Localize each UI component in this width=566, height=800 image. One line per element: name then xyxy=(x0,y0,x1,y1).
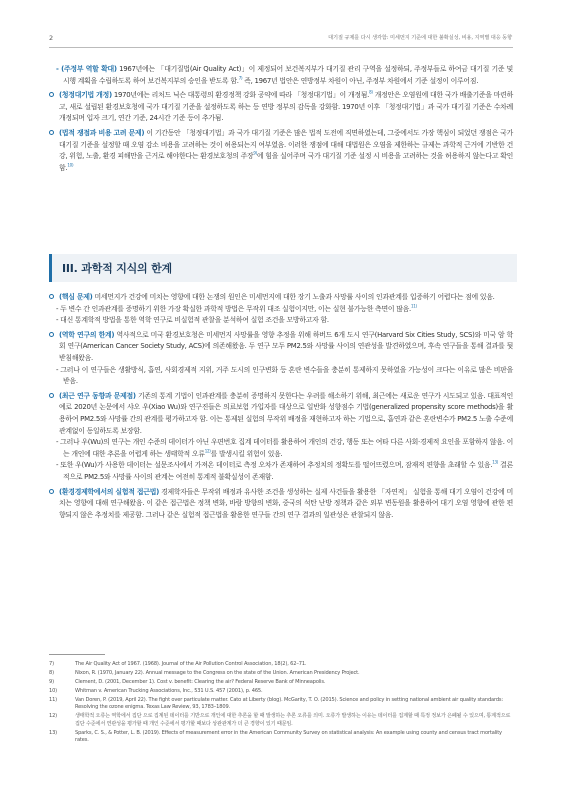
section-title: III. 과학적 지식의 한계 xyxy=(62,262,172,275)
bullet-clean-air-act-amendment: (청정대기법 개정) 1970년에는 리처드 닉슨 대통령의 환경정책 강화 공약에 따라 「청정대기법」이 개정됨.$^{8)}$ 개정안은 오염원에 대한 국가 배출기준을 마련하고, 새로 설립된 환경보호청에 국가 대기질 기준을 설정하도록 하는 등 연방 정부의 감독을 강화함. 1970년 이후 「청정대기법」과 국가 대기질 기준은 수차례 개정되며 입자 크기, 연간 기준, 24시간 기준 등이 추가됨. xyxy=(49,90,513,125)
header-divider xyxy=(49,47,513,48)
sub-item-epidemiology: - 대신 통계학적 방법을 통한 역학 연구로 비실험적 관찰을 분석하여 실험 조건을 모방하고자 함. xyxy=(56,316,329,325)
footnote-divider xyxy=(49,654,105,655)
bullet-icon xyxy=(49,393,54,398)
sub-item-confounders: - 그러나 이 연구들은 생활방식, 흡연, 사회경제적 지위, 거주 도시의 인구변화 등 혼란 변수들을 충분히 통제하지 못하였을 가능성이 크다는 이유로 많은 비판을 받음. xyxy=(56,365,513,386)
bullet-natural-experiments: (환경경제학에서의 실험적 접근법) 경제학자들은 무작위 배정과 유사한 조건을 생성하는 실제 사건들을 활용한 「자연적」 실험을 통해 대기 오염이 건강에 미치는 영향에 대해 연구해왔음. 이 같은 접근법은 정책 변화, 바람 방향의 변화, 중국의 석탄 난방 정책과 같은 외부 변동원을 활용하여 대기 오염 영향에 관한 편향되지 않은 추정치를 제공함. 그러나 같은 실험적 접근법을 활용한 연구들 간의 연구 결과의 일관성은 관찰되지 않음. xyxy=(49,487,513,522)
footnote: 9) Clement, D. (2001, December 1). Cost v. benefit: Clearing the air? Federal Reserve Bank of Minneapolis. xyxy=(49,678,326,685)
section-content xyxy=(49,292,513,521)
bullet-icon xyxy=(49,489,54,494)
bullet-epidemiology-limits: (역학 연구의 한계) 역사적으로 미국 환경보호청은 미세먼지 사망률을 영향 추정을 위해 하버드 6개 도시 연구(Harvard Six Cities Study, SCS)와 미국 암 학회 연구(American Cancer Society Study, ACS)에 의존해왔음. 두 연구 모두 PM2.5와 사망률 사이의 연관성을 발견하였으며, 후속 연구들을 통해 결과를 뒷받침해왔음. xyxy=(49,330,513,365)
bullet-core-issue: (핵심 문제) 미세먼지가 건강에 미치는 영향에 대한 논쟁의 원인은 미세먼지에 대한 장기 노출과 사망률 사이의 인과관계를 입증하기 어렵다는 점에 있음. xyxy=(49,292,513,304)
bullet-icon xyxy=(49,332,54,337)
footnote: 7) The Air Quality Act of 1967. (1968). Journal of the Air Pollution Control Association, 18(2), 62–71. xyxy=(49,661,307,667)
sub-item-measurement-error: - 또한 우(Wu)가 사용한 데이터는 설문조사에서 가져온 데이터로 측정 오차가 존재하여 추정치의 정확도를 떨어뜨렸으며, 잠재적 편향을 초래할 수 있음.$^{13)}$ 결론적으로 PM2.5와 사망률 사이의 관계는 여전히 통계적 불확실성이 존재함. xyxy=(56,460,513,481)
bullet-icon xyxy=(49,130,54,135)
sub-item-randomized-trial: - 두 변수 간 인과관계를 증명하기 위한 가장 확실한 과학적 방법은 무작위 대조 실험이지만, 이는 실현 불가능한 측면이 많음.$^{11)}$ xyxy=(56,303,417,313)
running-title: 대기질 규제를 다시 생각함: 미세먼지 기준에 대한 불확실성, 비용, 지역별 대응 동향 xyxy=(328,35,512,41)
bullet-icon xyxy=(49,92,54,97)
bullet-recent-research: (최근 연구 동향과 문제점) 기존의 통계 기법이 인과관계를 충분히 증명하지 못한다는 우려를 해소하기 위해, 최근에는 새로운 연구가 시도되고 있음. 대표적인 예로 2020년 논문에서 샤오 우(Xiao Wu)와 연구진들은 의료보험 가입자를 대상으로 일반화 성향점수 기법(generalized propensity score methods)을 활용하여 PM2.5와 사망률 간의 관계를 평가하고자 함. 이는 통제된 실험의 무작위 배정을 재현하고자 하는 기법으로, 흡연과 같은 혼란변수가 PM2.5 노출 수준에 관계없이 동일하도록 보장함. xyxy=(49,391,513,437)
bullet-icon xyxy=(49,294,54,299)
section-heading xyxy=(49,254,517,282)
top-content xyxy=(49,64,513,174)
footnote: 10) Whitman v. American Trucking Associations, Inc., 531 U.S. 457 (2001), p. 465. xyxy=(49,687,263,694)
page-number: 2 xyxy=(49,34,54,42)
footnote: 13) Sparks, C. S., & Potter, L. B. (2019). Effects of measurement error in the American Community Survey on statistical analysis: An example using county and census tract mortality rates. xyxy=(49,729,502,743)
footnote: 11) Van Doren, P. (2019, April 22). The fight over particulate matter. Cato at Liberty (blog). McGarity, T. O. (2015). Science and policy in setting national ambient air quality standards: Resolving the ozone enigma. Texas Law Review, 93, 1783–1809. xyxy=(49,696,504,711)
footnote: 12) 생태학적 오류는 역학에서 집단 으로 집계된 데이터를 기반으로 개인에 대한 추론을 할 때 발생하는 추론 오류를 의미. 오류가 발생하는 이유는 데이터를 집계할 때 특정 정보가 은폐될 수 있으며, 통계적으로 집단 수준에서 연관성을 평가할 때 개인 수준에서 평가할 때보다 상관관계가 더 큰 경향이 있기 때문임. xyxy=(49,713,511,727)
footnote: 8) Nixon, R. (1970, January 22). Annual message to the Congress on the state of the Union. American Presidency Project. xyxy=(49,669,360,676)
sub-item-state-role: - (주정부 역할 확대) 1967년에는 「대기질법(Air Quality Act)」이 제정되어 보건복지부가 대기질 관리 구역을 설정하되, 주정부들로 하여금 대기질 기준 및 시행 계획을 수립하도록 하여 보건복지부의 승인을 받도록 함.$^{7)}$ 즉, 1967년 법안은 연방정부 차원이 아닌, 주정부 차원에서 기준 설정이 이루어짐. xyxy=(56,65,513,85)
footnotes xyxy=(49,661,513,746)
sub-item-ecological-fallacy: - 그러나 우(Wu)의 연구는 개인 수준의 데이터가 아닌 우편번호 집계 데이터를 활용하여 개인의 건강, 행동 또는 여타 다른 사회·경제적 요인을 포함하지 않음. 이는 개인에 대한 추론을 어렵게 하는 생태학적 오류$^{12)}$를 발생시킬 위험이 있음. xyxy=(56,438,513,458)
page-header xyxy=(0,0,566,60)
bullet-legal-issues: (법적 쟁점과 비용 고려 문제) 이 기간동안 「청정대기법」과 국가 대기질 기준은 많은 법적 도전에 직면하였는데, 그중에서도 가장 핵심이 되었던 쟁점은 국가 대기질 기준을 설정할 때 오염 감소 비용을 고려하는 것이 허용되는지 여부였음. 이러한 쟁점에 대해 대법원은 오염을 제한하는 규제는 과학적 근거에 기반한 건강, 위험, 노출, 환경 피해만을 근거로 해야한다는 환경보호청의 주장$^{9)}$에 힘을 실어주며 국가 대기질 기준 설정 시 비용을 고려하는 것을 허용하지 않는다고 확인함.$^{10)}$ xyxy=(49,128,513,174)
